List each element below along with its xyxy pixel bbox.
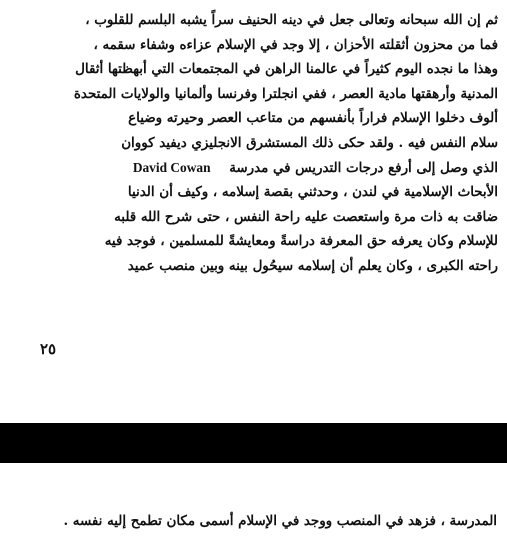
page-number: ٢٥ — [40, 340, 57, 358]
continuation-line: المدرسة ، فزهد في المنصب ووجد في الإسلام أسمى مكان تطمح إليه نفسه . — [63, 513, 497, 529]
text-line-1: ثم إن الله سبحانه وتعالى جعل في دينه الحنيف سراً يشبه البلسم للقلوب ، — [85, 12, 498, 28]
text-line-8: الأبحاث الإسلامية في لندن ، وحدثني بقصة إسلامه ، وكيف أن الدنيا — [127, 184, 498, 201]
book-page-lower — [0, 463, 507, 540]
text-line-7-arabic: الذي وصل إلى أرفع درجات التدريس في مدرسة — [229, 159, 498, 176]
text-line-7 — [10, 156, 498, 181]
text-line-10: للإسلام وكان يعرفه حق المعرفة دراسةً ومعايشةً للمسلمين ، فوجد فيه — [104, 233, 498, 250]
text-line-2: فما من محزون أثقلته الأحزان ، إلا وجد في الإسلام عزاءه وشفاء سقمه ، — [93, 36, 498, 53]
text-line-6: سلام النفس فيه . ولقد حكى ذلك المستشرق الانجليزي ديفيد كووان — [121, 134, 498, 151]
text-line-9: ضاقت به ذات مرة واستعصت عليه راحة النفس ، حتى شرح الله قلبه — [114, 208, 498, 225]
latin-name: David Cowan — [132, 159, 211, 175]
page-separator-band — [0, 423, 507, 463]
text-line-4: المدنية وأرهقتها مادية العصر ، ففي انجلترا وفرنسا وألمانيا والولايات المتحدة — [73, 85, 498, 102]
text-line-3: وهذا ما نجده اليوم كثيراً في عالمنا الراهن في المجتمعات التي أبهظتها أثقال — [75, 61, 498, 78]
page-body-text — [10, 8, 498, 279]
text-line-5: ألوف دخلوا الإسلام فراراً بأنفسهم من متاعب العصر وحيرته وضياع — [128, 110, 498, 127]
text-line-11: راحته الكبرى ، وكان يعلم أن إسلامه سيحُول بينه وبين منصب عميد — [127, 257, 498, 274]
